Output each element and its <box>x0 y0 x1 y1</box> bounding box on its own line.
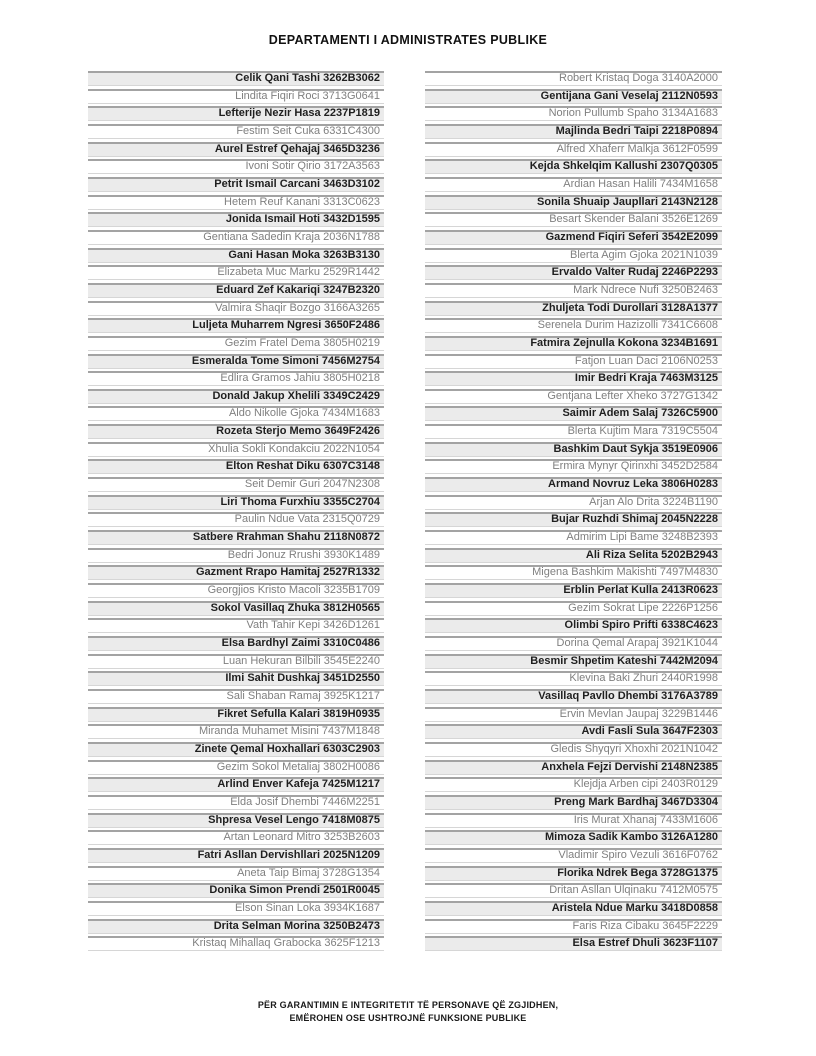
table-row: Artan Leonard Mitro 3253B2603 <box>88 830 384 845</box>
table-row: Saimir Adem Salaj 7326C5900 <box>425 406 722 421</box>
table-row: Donika Simon Prendi 2501R0045 <box>88 883 384 898</box>
footer-line-2: EMËROHEN OSE USHTROJNË FUNKSIONE PUBLIKE <box>289 1013 527 1023</box>
table-row: Gezim Sokol Metaliaj 3802H0086 <box>88 760 384 775</box>
table-row: Olimbi Spiro Prifti 6338C4623 <box>425 618 722 633</box>
table-row: Fatri Asllan Dervishllari 2025N1209 <box>88 848 384 863</box>
table-row: Gezim Fratel Dema 3805H0219 <box>88 336 384 351</box>
table-row: Admirim Lipi Bame 3248B2393 <box>425 530 722 545</box>
table-row: Norion Pullumb Spaho 3134A1683 <box>425 106 722 121</box>
table-row: Shpresa Vesel Lengo 7418M0875 <box>88 813 384 828</box>
table-row: Edlira Gramos Jahiu 3805H0218 <box>88 371 384 386</box>
table-row: Imir Bedri Kraja 7463M3125 <box>425 371 722 386</box>
table-row: Aurel Estref Qehajaj 3465D3236 <box>88 142 384 157</box>
table-row: Ilmi Sahit Dushkaj 3451D2550 <box>88 671 384 686</box>
table-row: Fatmira Zejnulla Kokona 3234B1691 <box>425 336 722 351</box>
table-row: Georgjios Kristo Macoli 3235B1709 <box>88 583 384 598</box>
table-row: Vath Tahir Kepi 3426D1261 <box>88 618 384 633</box>
table-row: Faris Riza Cibaku 3645F2229 <box>425 919 722 934</box>
table-row: Bedri Jonuz Rrushi 3930K1489 <box>88 548 384 563</box>
table-row: Lindita Fiqiri Roci 3713G0641 <box>88 89 384 104</box>
table-row: Gledis Shyqyri Xhoxhi 2021N1042 <box>425 742 722 757</box>
table-row: Drita Selman Morina 3250B2473 <box>88 919 384 934</box>
table-row: Klejdja Arben cipi 2403R0129 <box>425 777 722 792</box>
table-row: Zinete Qemal Hoxhallari 6303C2903 <box>88 742 384 757</box>
table-row: Ermira Mynyr Qirinxhi 3452D2584 <box>425 459 722 474</box>
table-row: Eduard Zef Kakariqi 3247B2320 <box>88 283 384 298</box>
table-row: Preng Mark Bardhaj 3467D3304 <box>425 795 722 810</box>
table-row: Aneta Taip Bimaj 3728G1354 <box>88 866 384 881</box>
table-row: Satbere Rrahman Shahu 2118N0872 <box>88 530 384 545</box>
table-row: Mark Ndrece Nufi 3250B2463 <box>425 283 722 298</box>
table-row: Gezim Sokrat Lipe 2226P1256 <box>425 601 722 616</box>
table-row: Florika Ndrek Bega 3728G1375 <box>425 866 722 881</box>
table-row: Xhulia Sokli Kondakciu 2022N1054 <box>88 442 384 457</box>
table-row: Lefterije Nezir Hasa 2237P1819 <box>88 106 384 121</box>
table-row: Elsa Estref Dhuli 3623F1107 <box>425 936 722 951</box>
table-row: Gazment Rrapo Hamitaj 2527R1332 <box>88 565 384 580</box>
table-row: Mimoza Sadik Kambo 3126A1280 <box>425 830 722 845</box>
table-row: Fikret Sefulla Kalari 3819H0935 <box>88 707 384 722</box>
table-row: Aldo Nikolle Gjoka 7434M1683 <box>88 406 384 421</box>
table-row: Bujar Ruzhdi Shimaj 2045N2228 <box>425 512 722 527</box>
table-row: Liri Thoma Furxhiu 3355C2704 <box>88 495 384 510</box>
table-row: Ali Riza Selita 5202B2943 <box>425 548 722 563</box>
table-row: Gentiana Sadedin Kraja 2036N1788 <box>88 230 384 245</box>
table-row: Valmira Shaqir Bozgo 3166A3265 <box>88 301 384 316</box>
table-row: Majlinda Bedri Taipi 2218P0894 <box>425 124 722 139</box>
table-row: Sali Shaban Ramaj 3925K1217 <box>88 689 384 704</box>
table-row: Gani Hasan Moka 3263B3130 <box>88 248 384 263</box>
table-row: Sonila Shuaip Jaupllari 2143N2128 <box>425 195 722 210</box>
table-row: Celik Qani Tashi 3262B3062 <box>88 71 384 86</box>
table-row: Luljeta Muharrem Ngresi 3650F2486 <box>88 318 384 333</box>
table-row: Alfred Xhaferr Malkja 3612F0599 <box>425 142 722 157</box>
table-row: Avdi Fasli Sula 3647F2303 <box>425 724 722 739</box>
table-row: Blerta Kujtim Mara 7319C5504 <box>425 424 722 439</box>
table-row: Serenela Durim Hazizolli 7341C6608 <box>425 318 722 333</box>
table-row: Fatjon Luan Daci 2106N0253 <box>425 354 722 369</box>
table-row: Elizabeta Muc Marku 2529R1442 <box>88 265 384 280</box>
table-row: Gentijana Gani Veselaj 2112N0593 <box>425 89 722 104</box>
table-row: Hetem Reuf Kanani 3313C0623 <box>88 195 384 210</box>
table-row: Kristaq Mihallaq Grabocka 3625F1213 <box>88 936 384 951</box>
table-row: Seit Demir Guri 2047N2308 <box>88 477 384 492</box>
table-row: Vasillaq Pavllo Dhembi 3176A3789 <box>425 689 722 704</box>
table-row: Ervaldo Valter Rudaj 2246P2293 <box>425 265 722 280</box>
table-row: Arlind Enver Kafeja 7425M1217 <box>88 777 384 792</box>
table-row: Miranda Muhamet Misini 7437M1848 <box>88 724 384 739</box>
table-row: Gazmend Fiqiri Seferi 3542E2099 <box>425 230 722 245</box>
table-row: Elson Sinan Loka 3934K1687 <box>88 901 384 916</box>
table-row: Arjan Alo Drita 3224B1190 <box>425 495 722 510</box>
table-row: Iris Murat Xhanaj 7433M1606 <box>425 813 722 828</box>
table-row: Zhuljeta Todi Durollari 3128A1377 <box>425 301 722 316</box>
table-row: Paulin Ndue Vata 2315Q0729 <box>88 512 384 527</box>
table-row: Migena Bashkim Makishti 7497M4830 <box>425 565 722 580</box>
table-row: Vladimir Spiro Vezuli 3616F0762 <box>425 848 722 863</box>
table-row: Sokol Vasillaq Zhuka 3812H0565 <box>88 601 384 616</box>
table-row: Jonida Ismail Hoti 3432D1595 <box>88 212 384 227</box>
table-row: Erblin Perlat Kulla 2413R0623 <box>425 583 722 598</box>
table-row: Armand Novruz Leka 3806H0283 <box>425 477 722 492</box>
name-list-right-column <box>425 71 722 954</box>
footer-line-1: PËR GARANTIMIN E INTEGRITETIT TË PERSONAVE QË ZGJIDHEN, <box>257 1000 559 1010</box>
table-row: Besmir Shpetim Kateshi 7442M2094 <box>425 654 722 669</box>
table-row: Ardian Hasan Halili 7434M1658 <box>425 177 722 192</box>
table-row: Luan Hekuran Bilbili 3545E2240 <box>88 654 384 669</box>
table-row: Elda Josif Dhembi 7446M2251 <box>88 795 384 810</box>
table-row: Klevina Baki Zhuri 2440R1998 <box>425 671 722 686</box>
table-row: Anxhela Fejzi Dervishi 2148N2385 <box>425 760 722 775</box>
table-row: Dorina Qemal Arapaj 3921K1044 <box>425 636 722 651</box>
table-row: Rozeta Sterjo Memo 3649F2426 <box>88 424 384 439</box>
table-row: Festim Seit Cuka 6331C4300 <box>88 124 384 139</box>
page-footer <box>0 999 816 1025</box>
table-row: Gentjana Lefter Xheko 3727G1342 <box>425 389 722 404</box>
table-row: Besart Skender Balani 3526E1269 <box>425 212 722 227</box>
page-title: DEPARTAMENTI I ADMINISTRATES PUBLIKE <box>268 33 548 47</box>
table-row: Elton Reshat Diku 6307C3148 <box>88 459 384 474</box>
table-row: Dritan Asllan Ulqinaku 7412M0575 <box>425 883 722 898</box>
table-row: Bashkim Daut Sykja 3519E0906 <box>425 442 722 457</box>
table-row: Blerta Agim Gjoka 2021N1039 <box>425 248 722 263</box>
table-row: Ivoni Sotir Qirio 3172A3563 <box>88 159 384 174</box>
table-row: Donald Jakup Xhelili 3349C2429 <box>88 389 384 404</box>
name-list-left-column <box>88 71 384 954</box>
table-row: Elsa Bardhyl Zaimi 3310C0486 <box>88 636 384 651</box>
table-row: Esmeralda Tome Simoni 7456M2754 <box>88 354 384 369</box>
table-row: Petrit Ismail Carcani 3463D3102 <box>88 177 384 192</box>
table-row: Ervin Mevlan Jaupaj 3229B1446 <box>425 707 722 722</box>
table-row: Aristela Ndue Marku 3418D0858 <box>425 901 722 916</box>
table-row: Kejda Shkelqim Kallushi 2307Q0305 <box>425 159 722 174</box>
table-row: Robert Kristaq Doga 3140A2000 <box>425 71 722 86</box>
